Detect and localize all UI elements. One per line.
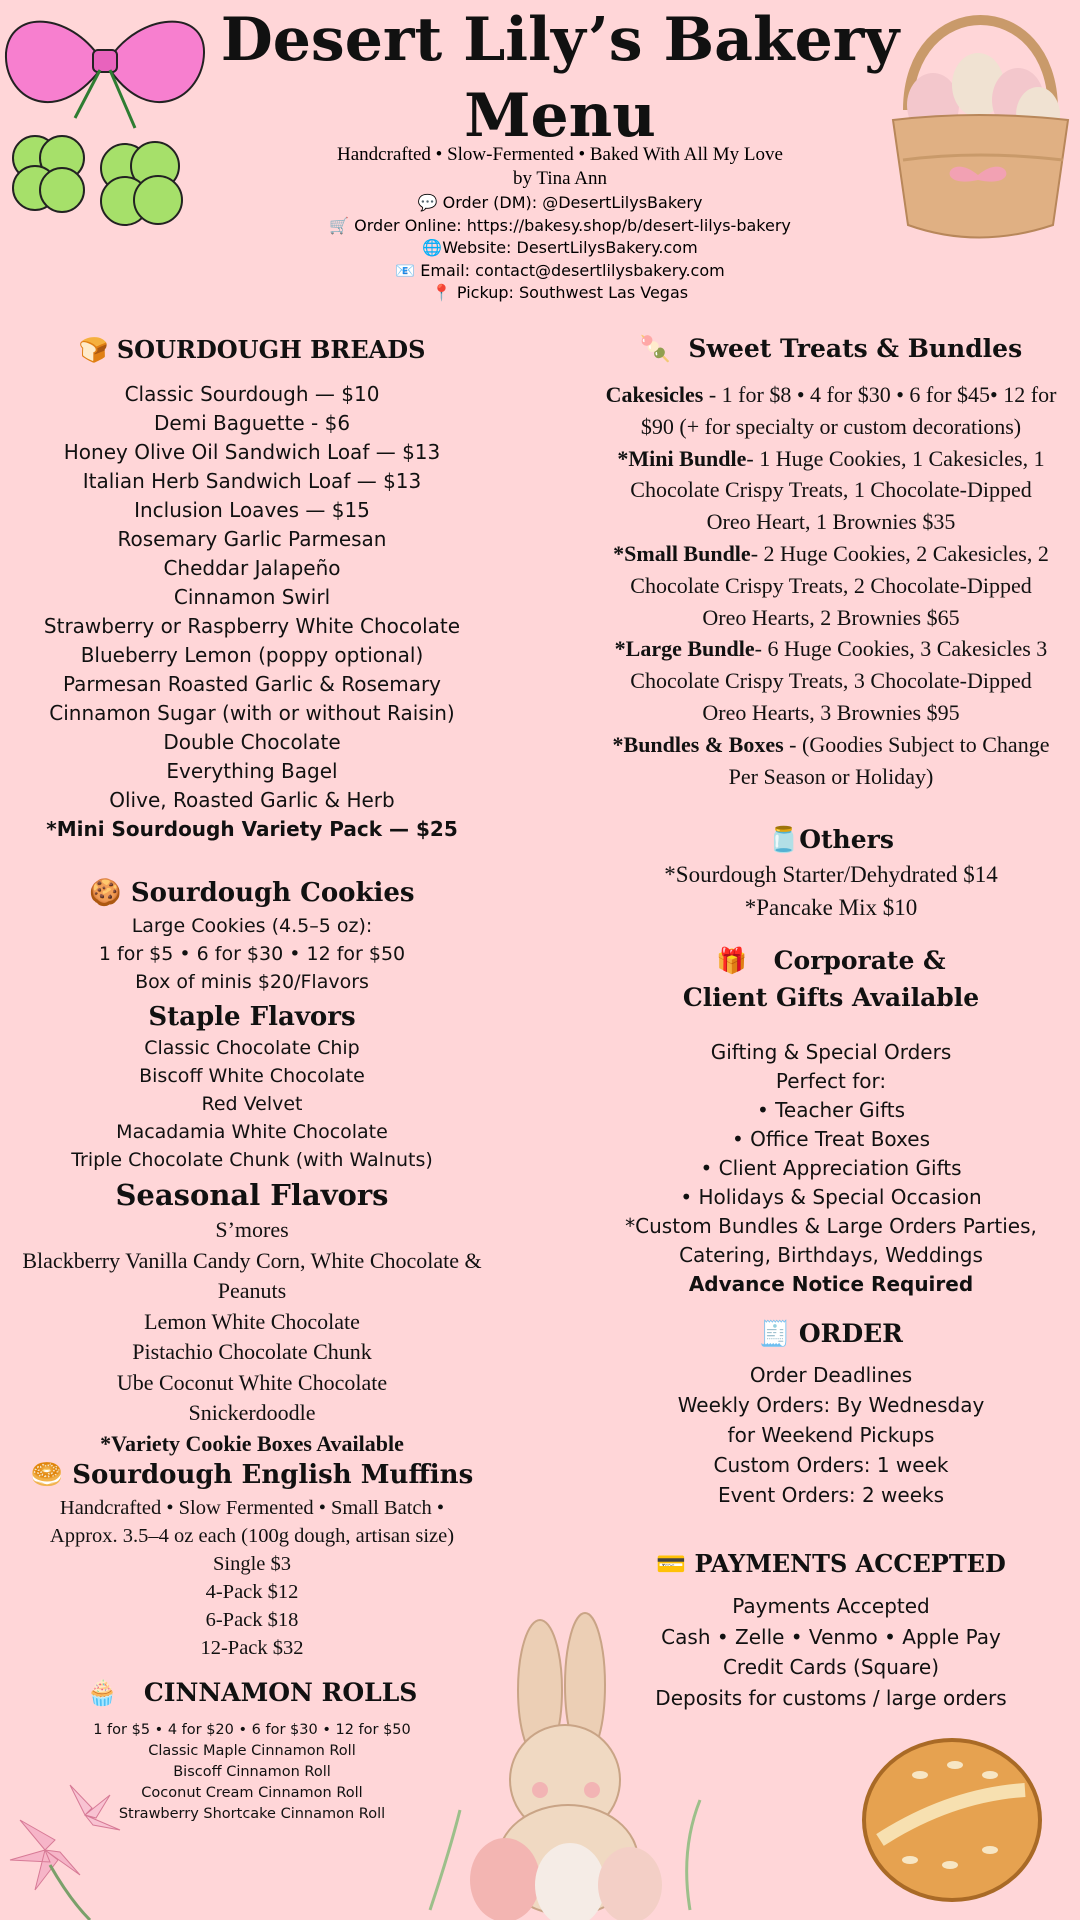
corporate-heading bbox=[582, 942, 1080, 1016]
list-item: Pistachio Chocolate Chunk bbox=[132, 1339, 372, 1364]
muffins-heading bbox=[0, 1458, 504, 1492]
byline: by Tina Ann bbox=[513, 168, 607, 189]
others-list bbox=[582, 858, 1080, 924]
contact-online bbox=[0, 215, 1080, 238]
pin-icon: 📍 bbox=[431, 283, 452, 303]
order-heading bbox=[582, 1316, 1080, 1352]
list-item: Custom Orders: 1 week bbox=[713, 1453, 949, 1477]
contact-email-text: Email: contact@desertlilysbakery.com bbox=[420, 260, 725, 280]
cakesicles-text: - 1 for $8 • 4 for $30 • 6 for $45• 12 for bbox=[703, 382, 1057, 407]
payments-title: PAYMENTS ACCEPTED bbox=[694, 1549, 1006, 1578]
list-item: Lemon White Chocolate bbox=[144, 1308, 360, 1334]
list-item: Demi Baguette - $6 bbox=[153, 411, 351, 435]
list-item: Strawberry Shortcake Cinnamon Roll bbox=[118, 1806, 386, 1822]
list-item: Order Deadlines bbox=[749, 1363, 913, 1387]
cookie-pricing: 1 for $5 • 6 for $30 • 12 for $50 bbox=[98, 943, 406, 965]
list-item: Parmesan Roasted Garlic & Rosemary bbox=[62, 672, 442, 696]
list-item: • Teacher Gifts bbox=[756, 1098, 906, 1122]
rolls-pricing: 1 for $5 • 4 for $20 • 6 for $30 • 12 for $50 bbox=[93, 1722, 411, 1738]
cakesicle-icon: 🍡 bbox=[639, 334, 671, 363]
list-item: Blackberry Vanilla Candy Corn, White Chocolate & bbox=[22, 1247, 482, 1273]
small-bundle-text-2: Chocolate Crispy Treats, 2 Chocolate-Dipped bbox=[630, 572, 1032, 598]
muffins-title: Sourdough English Muffins bbox=[72, 1460, 474, 1490]
title-line-1: Desert Lily’s Bakery bbox=[220, 5, 900, 75]
large-bundle-label: *Large Bundle bbox=[614, 636, 755, 662]
list-item: Classic Sourdough — $10 bbox=[124, 382, 380, 406]
contact-website-text: Website: DesertLilysBakery.com bbox=[442, 238, 698, 258]
large-bundle-line bbox=[582, 633, 1080, 665]
list-item: • Holidays & Special Occasion bbox=[680, 1185, 982, 1209]
list-item: • Client Appreciation Gifts bbox=[700, 1156, 962, 1180]
list-item: Classic Maple Cinnamon Roll bbox=[148, 1743, 356, 1759]
list-item: Catering, Birthdays, Weddings bbox=[679, 1243, 983, 1267]
payments-list bbox=[582, 1591, 1080, 1713]
list-item: Olive, Roasted Garlic & Herb bbox=[109, 788, 395, 812]
list-item: Italian Herb Sandwich Loaf — $13 bbox=[82, 469, 422, 493]
list-item: Double Chocolate bbox=[163, 730, 341, 754]
mini-bundle-text: - 1 Huge Cookies, 1 Cakesicles, 1 bbox=[746, 445, 1045, 471]
gift-icon: 🎁 bbox=[716, 946, 748, 975]
mini-bundle-text-2: Chocolate Crispy Treats, 1 Chocolate-Dipped bbox=[630, 477, 1032, 503]
cookie-size: Large Cookies (4.5–5 oz): bbox=[131, 915, 373, 937]
breads-list bbox=[0, 380, 504, 844]
list-item: 12-Pack $32 bbox=[200, 1637, 304, 1659]
list-item: Red Velvet bbox=[201, 1093, 303, 1115]
rolls-title: CINNAMON ROLLS bbox=[143, 1678, 418, 1707]
list-item: Single $3 bbox=[212, 1553, 292, 1575]
list-item: Blueberry Lemon (poppy optional) bbox=[80, 643, 424, 667]
list-item: Classic Chocolate Chip bbox=[144, 1037, 360, 1059]
breads-title: SOURDOUGH BREADS bbox=[116, 335, 426, 364]
list-item: Triple Chocolate Chunk (with Walnuts) bbox=[71, 1149, 433, 1171]
list-item: *Custom Bundles & Large Orders Parties, bbox=[625, 1214, 1037, 1238]
bundles-boxes-line bbox=[582, 729, 1080, 761]
speech-bubble-icon: 💬 bbox=[417, 193, 438, 212]
advance-notice: Advance Notice Required bbox=[688, 1272, 974, 1296]
rolls-list bbox=[0, 1720, 504, 1825]
list-item: Event Orders: 2 weeks bbox=[717, 1483, 945, 1507]
list-item: Payments Accepted bbox=[732, 1594, 930, 1618]
contact-dm-text: Order (DM): @DesertLilysBakery bbox=[442, 193, 703, 212]
payments-heading bbox=[582, 1546, 1080, 1582]
contact-website bbox=[0, 237, 1080, 260]
muffin-icon: 🥯 bbox=[30, 1460, 64, 1490]
list-item: Perfect for: bbox=[775, 1069, 887, 1093]
variety-pack: *Mini Sourdough Variety Pack — $25 bbox=[46, 817, 458, 841]
small-bundle-text-3: Oreo Hearts, 2 Brownies $65 bbox=[702, 604, 960, 630]
list-item: Inclusion Loaves — $15 bbox=[134, 498, 370, 522]
rolls-heading bbox=[0, 1676, 504, 1710]
list-item: S’mores bbox=[215, 1217, 289, 1242]
list-item: Gifting & Special Orders bbox=[710, 1040, 952, 1064]
list-item: Snickerdoodle bbox=[188, 1400, 316, 1425]
muffin-desc-2: Approx. 3.5–4 oz each (100g dough, artisan size) bbox=[49, 1525, 455, 1547]
contact-pickup-text: Pickup: Southwest Las Vegas bbox=[456, 283, 689, 303]
globe-icon: 🌐 bbox=[422, 238, 443, 258]
bread-icon: 🍞 bbox=[78, 335, 109, 364]
corporate-title-line-1 bbox=[582, 942, 1080, 979]
jar-icon: 🫙 bbox=[768, 825, 800, 854]
treats-list bbox=[582, 379, 1080, 792]
contact-list bbox=[0, 192, 1080, 305]
contact-online-text: Order Online: https://bakesy.shop/b/desert-lilys-bakery bbox=[354, 215, 791, 235]
muffin-desc-1: Handcrafted • Slow Fermented • Small Batch • bbox=[59, 1497, 445, 1519]
title-line-2: Menu bbox=[464, 81, 656, 151]
list-item: Ube Coconut White Chocolate bbox=[116, 1369, 388, 1395]
staple-flavors-list bbox=[0, 1034, 504, 1174]
list-item: • Office Treat Boxes bbox=[732, 1127, 930, 1151]
others-heading bbox=[582, 822, 1080, 858]
cookie-icon: 🍪 bbox=[89, 878, 122, 908]
corporate-title-2: Client Gifts Available bbox=[682, 983, 980, 1012]
bundles-boxes-text-2: Per Season or Holiday) bbox=[728, 763, 934, 789]
large-bundle-text: - 6 Huge Cookies, 3 Cakesicles 3 bbox=[754, 636, 1048, 662]
cakesicles-text-2: $90 (+ for specialty or custom decorations) bbox=[640, 413, 1022, 439]
tagline: Handcrafted • Slow-Fermented • Baked With All My Love bbox=[337, 144, 783, 165]
cinnamon-roll-icon: 🧁 bbox=[86, 1678, 118, 1707]
muffins-info bbox=[0, 1494, 504, 1662]
list-item: Macadamia White Chocolate bbox=[116, 1121, 388, 1143]
large-bundle-text-3: Oreo Hearts, 3 Brownies $95 bbox=[702, 699, 960, 725]
order-list bbox=[582, 1360, 1080, 1510]
list-item: Cash • Zelle • Venmo • Apple Pay bbox=[661, 1624, 1001, 1649]
seasonal-flavors-heading: Seasonal Flavors bbox=[115, 1178, 389, 1212]
others-title: Others bbox=[799, 825, 894, 854]
small-bundle-line bbox=[582, 538, 1080, 570]
receipt-icon: 🧾 bbox=[759, 1319, 791, 1348]
treats-heading bbox=[582, 331, 1080, 367]
list-item: 4-Pack $12 bbox=[205, 1581, 299, 1603]
variety-cookie-boxes: *Variety Cookie Boxes Available bbox=[100, 1430, 404, 1456]
list-item: Cinnamon Sugar (with or without Raisin) bbox=[49, 701, 455, 725]
list-item: Deposits for customs / large orders bbox=[655, 1685, 1007, 1710]
small-bundle-label: *Small Bundle bbox=[613, 540, 751, 566]
list-item: Everything Bagel bbox=[166, 759, 338, 783]
sandwich-roll-illustration bbox=[860, 1735, 1045, 1905]
list-item: *Pancake Mix $10 bbox=[744, 895, 918, 920]
list-item: Biscoff Cinnamon Roll bbox=[173, 1764, 331, 1780]
breads-heading bbox=[0, 334, 504, 366]
cart-icon: 🛒 bbox=[329, 215, 350, 235]
corporate-list bbox=[582, 1038, 1080, 1299]
large-bundle-text-2: Chocolate Crispy Treats, 3 Chocolate-Dipped bbox=[630, 668, 1032, 694]
cookies-heading bbox=[0, 876, 504, 910]
list-item: *Sourdough Starter/Dehydrated $14 bbox=[664, 862, 998, 887]
list-item: Strawberry or Raspberry White Chocolate bbox=[43, 614, 461, 638]
list-item: Honey Olive Oil Sandwich Loaf — $13 bbox=[63, 440, 441, 464]
list-item: for Weekend Pickups bbox=[727, 1423, 935, 1447]
list-item: Coconut Cream Cinnamon Roll bbox=[141, 1785, 363, 1801]
envelope-icon: 📧 bbox=[395, 260, 416, 280]
cookies-pricing bbox=[0, 912, 504, 996]
credit-card-icon: 💳 bbox=[656, 1549, 687, 1578]
cookies-title: Sourdough Cookies bbox=[130, 878, 415, 908]
list-item: Biscoff White Chocolate bbox=[139, 1065, 365, 1087]
small-bundle-text: - 2 Huge Cookies, 2 Cakesicles, 2 bbox=[750, 540, 1049, 566]
tagline-block bbox=[0, 143, 1080, 191]
contact-email bbox=[0, 260, 1080, 283]
contact-pickup bbox=[0, 282, 1080, 305]
cookie-minis: Box of minis $20/Flavors bbox=[135, 971, 369, 993]
page-title bbox=[0, 2, 1080, 154]
mini-bundle-label: *Mini Bundle bbox=[617, 445, 747, 471]
list-item: Cheddar Jalapeño bbox=[163, 556, 341, 580]
cakesicles-line bbox=[582, 379, 1080, 411]
list-item: Credit Cards (Square) bbox=[722, 1655, 940, 1679]
contact-dm bbox=[0, 192, 1080, 215]
seasonal-flavors-list bbox=[0, 1215, 504, 1459]
bundles-boxes-label: *Bundles & Boxes bbox=[612, 731, 784, 757]
treats-title: Sweet Treats & Bundles bbox=[688, 334, 1023, 363]
cakesicles-label: Cakesicles bbox=[605, 382, 704, 407]
list-item: Peanuts bbox=[217, 1278, 287, 1303]
list-item: Cinnamon Swirl bbox=[173, 585, 331, 609]
list-item: 6-Pack $18 bbox=[205, 1609, 299, 1631]
mini-bundle-line bbox=[582, 443, 1080, 475]
list-item: Weekly Orders: By Wednesday bbox=[677, 1393, 985, 1417]
mini-bundle-text-3: Oreo Heart, 1 Brownies $35 bbox=[706, 509, 956, 535]
corporate-title-1: Corporate & bbox=[773, 946, 946, 975]
bundles-boxes-text: - (Goodies Subject to Change bbox=[783, 731, 1050, 757]
order-title: ORDER bbox=[798, 1319, 903, 1348]
staple-flavors-heading: Staple Flavors bbox=[148, 1002, 356, 1032]
list-item: Rosemary Garlic Parmesan bbox=[117, 527, 387, 551]
